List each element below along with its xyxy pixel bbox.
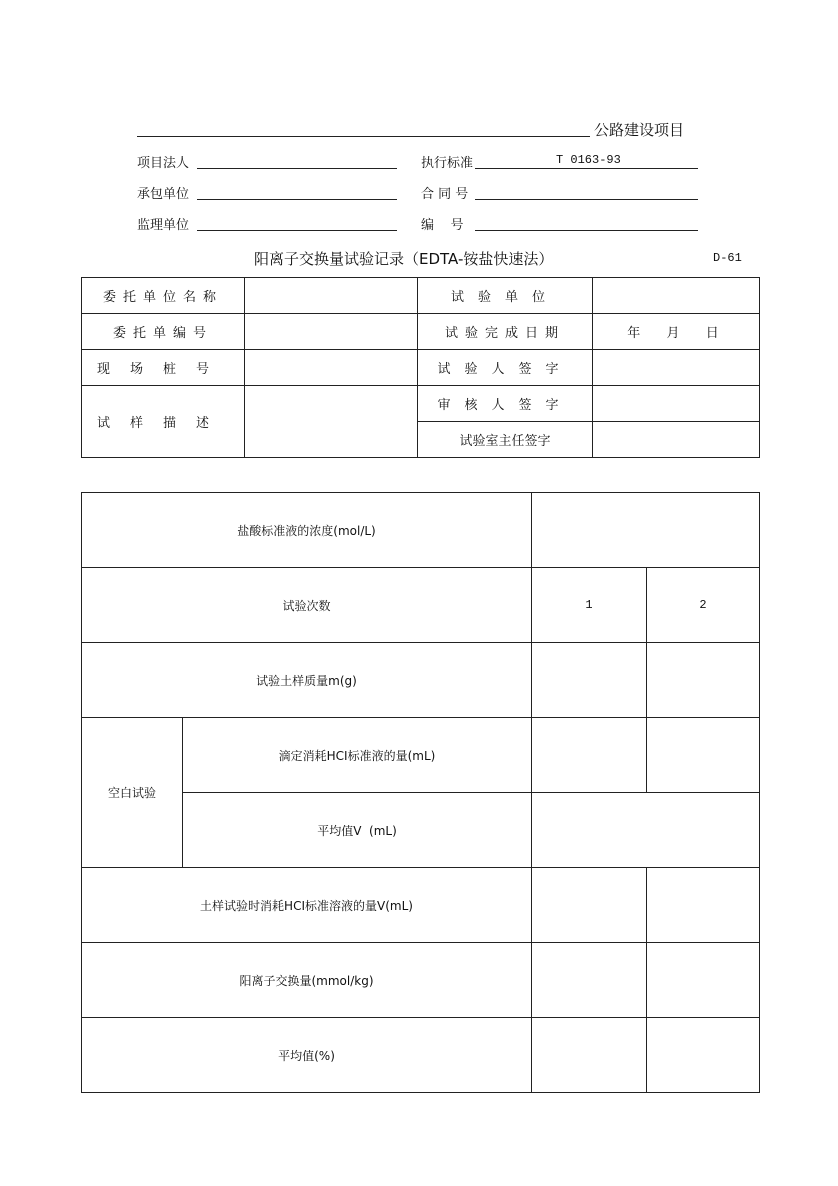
- average-v-cell[interactable]: [532, 793, 760, 868]
- soil-mass-cell-2[interactable]: [647, 643, 760, 718]
- client-name-cell[interactable]: [245, 278, 418, 314]
- document-title: 阳离子交换量试验记录（EDTA-铵盐快速法）: [254, 250, 554, 268]
- average-pct-cell-1[interactable]: [532, 1018, 647, 1093]
- data-table: [81, 492, 760, 1093]
- serial-no-label: 编 号: [421, 218, 464, 233]
- soil-hcl-consumed-label: 土样试验时消耗HCI标准溶液的量V(mL): [82, 868, 532, 943]
- lab-director-sign-cell[interactable]: [593, 422, 760, 458]
- cec-label: 阳离子交换量(mmol/kg): [82, 943, 532, 1018]
- hcl-consumed-cell-1[interactable]: [532, 718, 647, 793]
- completion-date-value[interactable]: 年 月 日: [593, 314, 760, 350]
- tester-sign-label: 试验人签字: [418, 350, 593, 386]
- document-code: D-61: [713, 251, 742, 265]
- soil-mass-cell-1[interactable]: [532, 643, 647, 718]
- supervisor-field[interactable]: [197, 230, 397, 231]
- test-unit-label: 试验单位: [418, 278, 593, 314]
- project-name-line[interactable]: [137, 136, 590, 137]
- hcl-consumed-label: 滴定消耗HCI标准液的量(mL): [183, 718, 532, 793]
- station-no-label: 现场桩号: [82, 350, 245, 386]
- lab-director-sign-label: 试验室主任签字: [418, 422, 593, 458]
- station-no-cell[interactable]: [245, 350, 418, 386]
- cec-cell-2[interactable]: [647, 943, 760, 1018]
- soil-mass-label: 试验土样质量m(g): [82, 643, 532, 718]
- standard-label: 执行标准: [421, 156, 474, 171]
- client-no-label: 委托单编号: [82, 314, 245, 350]
- info-table: [81, 277, 760, 458]
- cec-cell-1[interactable]: [532, 943, 647, 1018]
- serial-no-field[interactable]: [475, 230, 698, 231]
- test-count-label: 试验次数: [82, 568, 532, 643]
- trial-2-header: 2: [647, 568, 760, 643]
- standard-field[interactable]: [475, 168, 698, 169]
- contractor-label: 承包单位: [137, 187, 190, 202]
- client-no-cell[interactable]: [245, 314, 418, 350]
- hcl-concentration-cell[interactable]: [532, 493, 760, 568]
- reviewer-sign-cell[interactable]: [593, 386, 760, 422]
- project-owner-label: 项目法人: [137, 156, 190, 171]
- blank-test-label: 空白试验: [82, 718, 183, 868]
- average-v-label: 平均值V (mL): [183, 793, 532, 868]
- project-suffix: 公路建设项目: [594, 121, 685, 139]
- hcl-consumed-cell-2[interactable]: [647, 718, 760, 793]
- trial-1-header: 1: [532, 568, 647, 643]
- contract-no-field[interactable]: [475, 199, 698, 200]
- average-pct-label: 平均值(%): [82, 1018, 532, 1093]
- soil-hcl-consumed-cell-2[interactable]: [647, 868, 760, 943]
- contractor-field[interactable]: [197, 199, 397, 200]
- soil-hcl-consumed-cell-1[interactable]: [532, 868, 647, 943]
- sample-desc-cell[interactable]: [245, 386, 418, 458]
- hcl-concentration-label: 盐酸标准液的浓度(mol/L): [82, 493, 532, 568]
- standard-value: T 0163-93: [556, 153, 621, 167]
- project-owner-field[interactable]: [197, 168, 397, 169]
- completion-date-label: 试验完成日期: [418, 314, 593, 350]
- tester-sign-cell[interactable]: [593, 350, 760, 386]
- test-unit-cell[interactable]: [593, 278, 760, 314]
- sample-desc-label: 试样描述: [82, 386, 245, 458]
- contract-no-label: 合 同 号: [421, 187, 469, 202]
- supervisor-label: 监理单位: [137, 218, 190, 233]
- reviewer-sign-label: 审核人签字: [418, 386, 593, 422]
- client-name-label: 委托单位名称: [82, 278, 245, 314]
- average-pct-cell-2[interactable]: [647, 1018, 760, 1093]
